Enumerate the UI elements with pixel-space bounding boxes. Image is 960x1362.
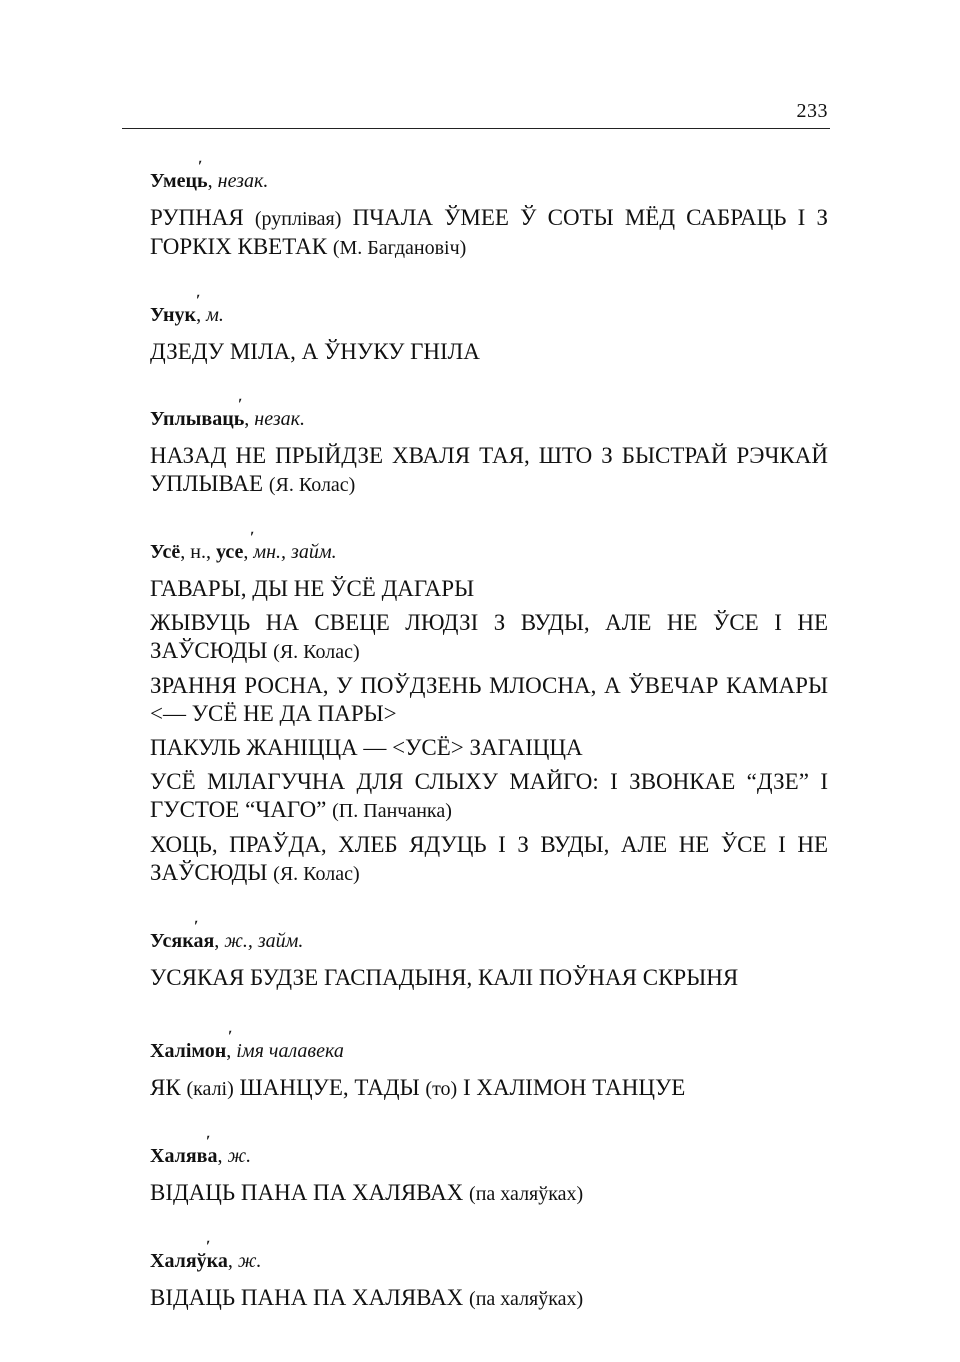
stress-mark: ʹ bbox=[194, 918, 199, 935]
stress-mark: ʹ bbox=[196, 292, 201, 309]
headword-line: ʹ Умець, незак. bbox=[150, 150, 828, 194]
headword: Усё bbox=[150, 541, 181, 563]
example: УСЯКАЯ БУДЗЕ ГАСПАДЫНЯ, КАЛІ ПОЎНАЯ СКРЫНЯ bbox=[150, 965, 739, 990]
example: ХОЦЬ, ПРАЎДА, ХЛЕБ ЯДУЦЬ І З ВУДЫ, АЛЕ НЕ ЎСЕ І НЕ ЗАЎСЮДЫ (Я. Колас) bbox=[150, 832, 828, 885]
grammar-label: незак. bbox=[254, 408, 305, 430]
example: ЯК (калі) ШАНЦУЕ, ТАДЫ (то) І ХАЛІМОН ТАНЦУЕ bbox=[150, 1075, 686, 1100]
stress-mark: ʹ bbox=[206, 1238, 211, 1255]
headword: Уплываць bbox=[150, 408, 245, 430]
headword-line: ʹ Халімон, імя чалавека bbox=[150, 1020, 828, 1064]
headword-line: ʹ Уплываць, незак. bbox=[150, 388, 828, 432]
stress-mark: ʹ bbox=[238, 396, 243, 413]
headword-plural: усе bbox=[215, 541, 244, 563]
entry-khaliava bbox=[150, 1125, 828, 1208]
headword: Унук bbox=[150, 304, 197, 326]
entry-umec bbox=[150, 150, 828, 262]
entry-usiakaia bbox=[150, 910, 828, 992]
entry-use bbox=[150, 521, 828, 888]
headword: Халімон bbox=[150, 1040, 227, 1062]
stress-mark: ʹ bbox=[250, 529, 255, 546]
example: ЖЫВУЦЬ НА СВЕЦЕ ЛЮДЗІ З ВУДЫ, АЛЕ НЕ ЎСЕ І НЕ ЗАЎСЮДЫ (Я. Колас) bbox=[150, 610, 828, 663]
headword-line: ʹ Халяўка, ж. bbox=[150, 1230, 828, 1274]
page-number: 233 bbox=[796, 100, 828, 122]
stress-mark: ʹ bbox=[198, 158, 203, 175]
entry-khalimon bbox=[150, 1020, 828, 1103]
grammar-label-plural: мн., займ. bbox=[253, 541, 337, 563]
example: ВІДАЦЬ ПАНА ПА ХАЛЯВАХ (па халяўках) bbox=[150, 1285, 584, 1310]
grammar-label: імя чалавека bbox=[236, 1040, 344, 1062]
headword: Умець bbox=[150, 170, 208, 192]
example: УСЁ МІЛАГУЧНА ДЛЯ СЛЫХУ МАЙГО: І ЗВОНКАЕ “ДЗЕ” І ГУСТОЕ “ЧАГО” (П. Панчанка) bbox=[150, 769, 828, 822]
example: ДЗЕДУ МІЛА, А ЎНУКУ ГНІЛА bbox=[150, 339, 480, 364]
entry-uplyvac bbox=[150, 388, 828, 499]
example: РУПНАЯ (руплівая) ПЧАЛА ЎМЕЕ Ў СОТЫ МЁД САБРАЦЬ І З ГОРКІХ КВЕТАК (М. Багдановіч) bbox=[150, 205, 828, 259]
dictionary-content bbox=[150, 150, 828, 1319]
header-rule bbox=[122, 128, 830, 129]
grammar-label: незак. bbox=[217, 170, 269, 192]
headword: Халяўка bbox=[150, 1250, 228, 1272]
grammar-label: ж., займ. bbox=[224, 930, 304, 952]
example: ГАВАРЫ, ДЫ НЕ ЎСЁ ДАГАРЫ bbox=[150, 576, 475, 601]
headword-line: ʹ Усякая, ж., займ. bbox=[150, 910, 828, 954]
stress-mark: ʹ bbox=[206, 1133, 211, 1150]
headword-line: ʹ Унук, м. bbox=[150, 284, 828, 328]
headword: Усякая bbox=[150, 930, 215, 952]
grammar-label: н., bbox=[190, 541, 211, 563]
headword-line: ʹ Халява, ж. bbox=[150, 1125, 828, 1169]
headword-line: ʹ Усё, н., усе, мн., займ. bbox=[150, 521, 828, 565]
headword: Халява bbox=[150, 1145, 218, 1167]
grammar-label: ж. bbox=[227, 1145, 252, 1167]
example: НАЗАД НЕ ПРЫЙДЗЕ ХВАЛЯ ТАЯ, ШТО З БЫСТРАЙ РЭЧКАЙ УПЛЫВАЕ (Я. Колас) bbox=[150, 443, 828, 496]
entry-khaliauka bbox=[150, 1230, 828, 1313]
example: ВІДАЦЬ ПАНА ПА ХАЛЯВАХ (па халяўках) bbox=[150, 1180, 584, 1205]
entry-unuk bbox=[150, 284, 828, 366]
example: ПАКУЛЬ ЖАНІЦЦА — <УСЁ> ЗАГАІЦЦА bbox=[150, 735, 583, 760]
example: ЗРАННЯ РОСНА, У ПОЎДЗЕНЬ МЛОСНА, А ЎВЕЧАР КАМАРЫ <— УСЁ НЕ ДА ПАРЫ> bbox=[150, 673, 828, 726]
stress-mark: ʹ bbox=[228, 1028, 233, 1045]
grammar-label: ж. bbox=[237, 1250, 262, 1272]
grammar-label: м. bbox=[206, 304, 224, 326]
